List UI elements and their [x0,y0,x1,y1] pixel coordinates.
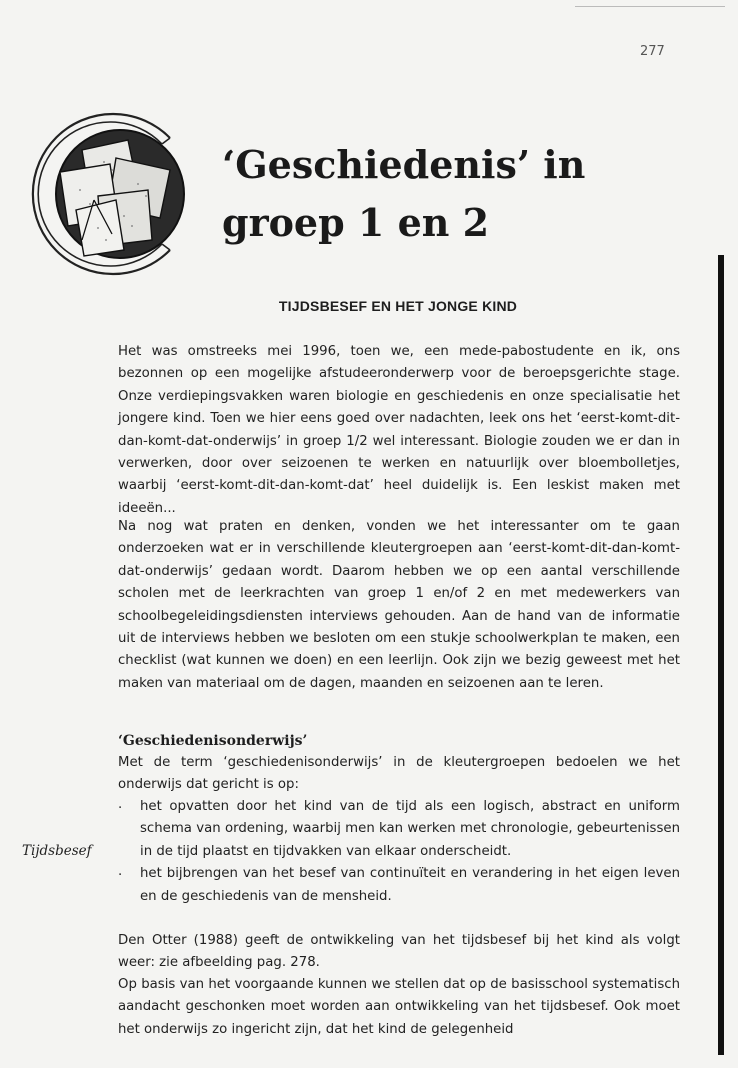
papers-in-circle-emblem-icon [20,100,195,285]
paragraph-intro: Het was omstreeks mei 1996, toen we, een mede-pabostudente en ik, ons bezonnen op een mogelijke afstudeeronderwerp voor de beroepsgerichte stage. Onze verdiepingsvakken waren biologie en geschiedenis en onze specialisatie het jongere kind. Toen we hier eens goed over nadachten, leek ons het ‘eerst-komt-dit-dan-komt-dat-onderwijs’ in groep 1/2 wel interessant. Biologie zouden we er dan in verwerken, door over seizoenen te werken en natuurlijk over bloembolletjes, waarbij ‘eerst-komt-dit-dan-komt-dat’ heel duidelijk is. Een leskist maken met ideeën... [118,344,680,516]
definition-list [118,796,680,908]
paragraph-definition: Met de term ‘geschiedenisonderwijs’ in de kleutergroepen bedoelen we het onderwijs dat gericht is op: [118,755,680,793]
chapter-title-line-2: groep 1 en 2 [222,200,490,245]
chapter-title [222,136,585,252]
margin-note: Tijdsbesef [22,843,92,859]
list-item: . het bijbrengen van het besef van continuïteit en verandering in het eigen leven en de geschiedenis van de mensheid. [118,863,680,908]
subheading-geschiedenisonderwijs: ‘Geschiedenisonderwijs’ [118,733,308,749]
paragraph-research: Na nog wat praten en denken, vonden we het interessanter om te gaan onderzoeken wat er in verschillende kleutergroepen aan ‘eerst-komt-dit-dan-komt-dat-onderwijs’ gedaan wordt. Daarom hebben we op een aantal verschillende scholen met de leerkrachten van groep 1 en/of 2 en met medewerkers van schoolbegeleidingsdiensten interviews gehouden. Aan de hand van de informatie uit de interviews hebben we besloten om een stukje schoolwerkplan te maken, een checklist (wat kunnen we doen) en een leerlijn. Ook zijn we bezig geweest met het maken van materiaal om de dagen, maanden en seizoenen aan te leren. [118,519,680,691]
page-edge-bar [718,255,724,1055]
page-number: 277 [640,44,665,59]
chapter-title-line-1: ‘Geschiedenis’ in [222,142,586,187]
list-item: . het opvatten door het kind van de tijd als een logisch, abstract en uniform schema van ordening, waarbij men kan werken met chronologie, gebeurtenissen in de tijd plaatst en tijdvakken van elkaar onderscheidt. [118,796,680,863]
paragraph-conclusion: Op basis van het voorgaande kunnen we stellen dat op de basisschool systematisch aandacht geschonken moet worden aan ontwikkeling van het tijdsbesef. Ook moet het onderwijs zo ingericht zijn, dat het kind de gelegenheid [118,977,680,1037]
paragraph-den-otter: Den Otter (1988) geeft de ontwikkeling van het tijdsbesef bij het kind als volgt weer: zie afbeelding pag. 278. [118,933,680,971]
section-heading: TIJDSBESEF EN HET JONGE KIND [278,298,518,314]
top-rule [575,6,725,7]
